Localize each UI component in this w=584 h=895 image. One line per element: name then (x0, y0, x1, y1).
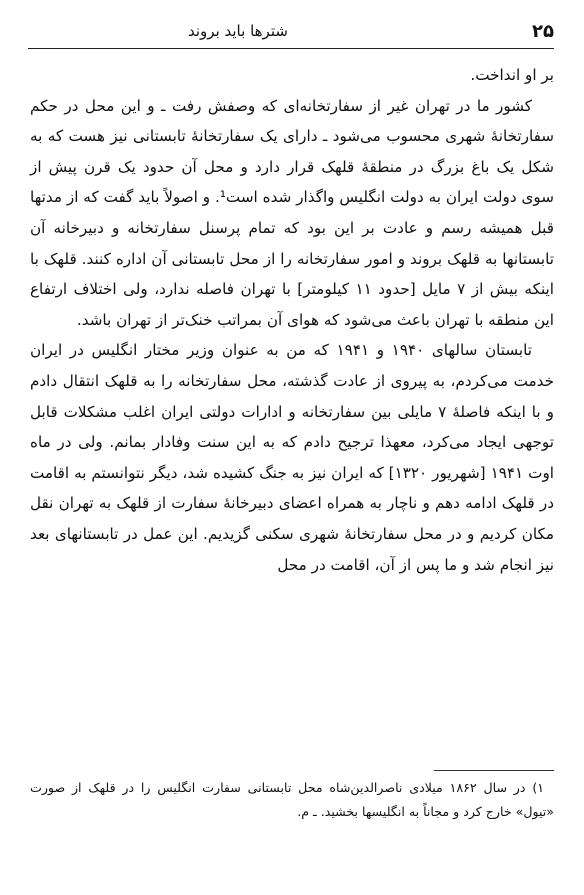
paragraph-3: تابستان سالهای ۱۹۴۰ و ۱۹۴۱ که من به عنوان وزیر مختار انگلیس در ایران خدمت می‌کردم، به پیروی از عادت گذشته، محل سفارتخانه را به قلهک انتقال دادم و با اینکه فاصلهٔ ۷ مایلی بین سفارتخانه و ادارات دولتی ایران اغلب مشکلات قابل توجهی ایجاد می‌کرد، معهذا ترجیح دادم که به این سنت وفادار بمانم. ولی در ماه اوت ۱۹۴۱ [شهریور ۱۳۲۰] که ایران نیز به جنگ کشیده شد، دیگر نتوانستم به اقامت در قلهک ادامه دهم و ناچار به همراه اعضای دبیرخانهٔ سفارت از قلهک به تهران نقل مکان کردیم و در محل سفارتخانهٔ شهری سکنی گزیدیم. این عمل در تابستانهای بعد نیز انجام شد و ما پس از آن، اقامت در محل (30, 341, 555, 574)
paragraph-1: بر او انداخت. (470, 66, 554, 84)
footnotes (30, 776, 554, 824)
page-number: ۲۵ (532, 20, 554, 42)
page-header (28, 16, 554, 46)
running-title: شترها باید بروند (188, 22, 288, 40)
header-rule (28, 48, 554, 49)
footnote-rule (434, 770, 554, 771)
paragraph-2: کشور ما در تهران غیر از سفارتخانه‌ای که وصفش رفت ـ و این محل در حکم سفارتخانهٔ شهری محسوب می‌شود ـ دارای یک سفارتخانهٔ تابستانی نیز هست که به شکل یک باغ بزرگ در منطقهٔ قلهک قرار دارد و محل آن حدود یک قرن پیش از سوی دولت ایران به دولت انگلیس واگذار شده است¹. و اصولاً باید گفت که از مدتها قبل همیشه رسم و عادت بر این بود که تمام پرسنل سفارتخانه و دبیرخانه‌ آن تابستانها به قلهک بروند و امور سفارتخانه را از محل تابستانی آن اداره کنند. قلهک با اینکه بیش از ۷ مایل [حدود ۱۱ کیلومتر] با تهران فاصله ندارد، ولی اختلاف ارتفاع این منطقه با تهران باعث می‌شود که هوای آن بمراتب خنک‌تر از تهران باشد. (30, 96, 554, 329)
body-text (30, 60, 554, 580)
footnote-1: ۱) در سال ۱۸۶۲ میلادی ناصرالدین‌شاه محل تابستانی سفارت انگلیس را در قلهک از صورت «تیول» خارج کرد و مجاناً به انگلیسها بخشید. ـ م. (30, 780, 554, 819)
